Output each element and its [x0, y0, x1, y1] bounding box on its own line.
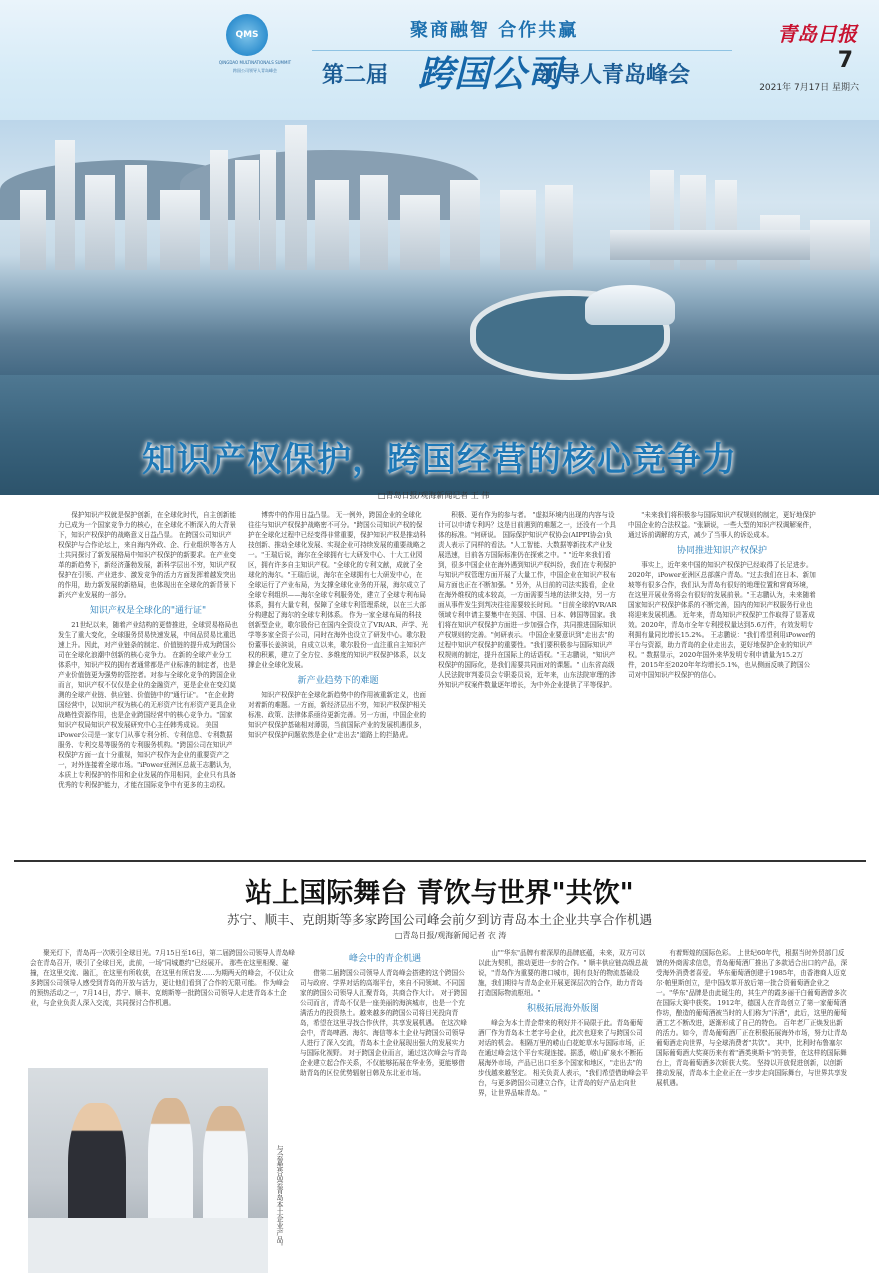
convention-hall [610, 230, 810, 260]
article1-paragraph: 21世纪以来，随着产业结构的更替推进，全球贸易格局也发生了重大变化，全球服务贸易快速发展，中间品贸易比重迅速上升。因此，对产业链条的制定、价值链的提升成为跨国公司在全球化浪潮中创新的核心竞争力。 在新的全球产业分工体系中，知识产权的拥有者通常都是产业标准的制定者，也是产业价值链更为强势的管控者。对参与全球化竞争的跨国企业而言，知识产权不仅仅是企业的金融资产，更是企业在变幻莫测的全球产业链、供应链、价值链中的"通行证"。 "在企业跨国经营中，以知识产权为核心的无形资产比有形资产更具企业战略性资源作用，也是企业跨国经营中的核心竞争力。"国家知识产权局知识产权发展研究中心主任韩秀成说。 美国iPower公司是一家专门从事专利分析、专利信息、专利数据服务、专利交易等服务的专利服务机构。"跨国公司在知识产权保护方面一直十分重视，知识产权作为企业的重要资产之一，对外连接着全球市场。"iPower亚洲区总裁王志鹏认为，本质上专利保护的作用和企业发展的作用相同，企业只有具备优秀的专利保护能力，才能在国际竞争中有更多的主动权。 [58, 621, 238, 789]
staff-figure [148, 1098, 193, 1238]
article1-paragraph: 博弈中的作用日益凸显。 无一例外，跨国企业的全球化往往与知识产权保护战略密不可分。"跨国公司知识产权的保护在全球化过程中已经变得非常重要，保护知识产权是推动科技创新、推动全球化发展、实现企业可持续发展的重要战略之一。"王瑞后说，海尔在全球拥有七大研发中心、十大工业园区，拥有许多自主知识产权。"全球化的专利文献，成就了全球化的海尔。"王瑞后说，海尔在全球拥有七大研发中心，在全球运行了产业布局，为支撑全球化业务的开展，海尔成立了全球专利组织——海尔全球专利服务处，建立了全球专利布局体系，拥有大量专利，保障了全球专利管理系统，以在三大部分构建起了海尔的全球专利体系。 作为一家全球布局的科技创新型企业，歌尔股份已在国内全资设立了VR/AR、声学、光学等多家全资子公司，同时在海外也设立了研发中心。歌尔股份董事长姜滨说，自成立以来，歌尔股份一直注重自主知识产权的积累，建立了全方位、多维度的知识产权保护体系，以支撑企业全球化发展。 [248, 511, 428, 669]
article1-column-4 [628, 510, 816, 850]
building [125, 165, 147, 270]
article1-subheading-2: 新产业趋势下的难题 [297, 676, 379, 686]
building [360, 175, 388, 270]
summit-english-name: QINGDAO MULTINATIONALS SUMMIT [218, 60, 292, 65]
article2-subheadline: 苏宁、顺丰、克朗斯等多家跨国公司峰会前夕到访青岛本土企业共享合作机遇 [226, 912, 652, 927]
building [500, 190, 536, 270]
article1-paragraph: 积极、更有作为的参与者。 "虚拟环境内出现的内容与设计可以申请专利吗？这是目前遇到的难题之一，还没有一个具体的标准。"何研说。 国际保护知识产权协会(AIPPI协会)负责人表示了同样的看法。"人工智能、大数据等新技术产业发展迅速，目前各方国际标准仍在探索之中。" "近年来我们看到，很多中国企业在海外遇到知识产权纠纷，我们在专利保护与知识产权管理方面开展了大量工作，中国企业在知识产权布局方面也正在不断加强。" 另外，从目前的司法实践看，企业在海外维权的成本较高，一方面需要当地的法律支持，另一方面从事件发生到判决往往需要较长时间。 "目前全球的VR/AR领域专利申请主要集中在美国、中国、日本、韩国等国家。我们将在知识产权保护方面进一步加强合作，共同推进国际知识产权规则的完善。"何研表示。 中国企业要意识到"走出去"的过程中知识产权保护的重要性。"我们要积极参与国际知识产权规则的制定，提升在国际上的话语权。"王志鹏说，"知识产权保护的国际化，是我们需要共同面对的课题。" 山东省高级人民法院审判委员会专职委员说，近年来，山东法院审理的涉外知识产权案件数量逐年增长，为中外企业提供了平等保护。 [438, 511, 617, 689]
building [400, 195, 440, 270]
article1-paragraph: "未来我们将积极参与国际知识产权规则的制定，更好地保护中国企业的合法权益。"张颖说，一些大型的知识产权调解案件，通过诉前调解的方式，减少了当事人的诉讼成本。 [628, 511, 816, 539]
building [210, 150, 228, 270]
building [810, 220, 870, 270]
event-photo [28, 1068, 268, 1273]
article1-subheading-3: 协同推进知识产权保护 [676, 546, 767, 556]
summit-slogan: 聚商融智 合作共赢 [410, 20, 579, 41]
summit-chinese-name: 跨国公司领导人青岛峰会 [233, 68, 277, 73]
article1-paragraph: 事实上，近年来中国的知识产权保护已经取得了长足进步。 2020年，iPower亚洲区总部落户青岛。"过去我们在日本、新加坡等有很多合作，我们认为青岛有很好的地理位置和营商环境，在这里开展业务将会有很好的发展前景。"王志鹏认为，未来随着国家知识产权保护体系的不断完善，国内的知识产权服务行业也将迎来发展机遇。 近年来，青岛知识产权保护工作取得了显著成效。2020年，青岛市全年专利授权量达到5.6万件，有效发明专利拥有量同比增长15.2%。 王志鹏说："我们希望利用iPower的平台与资源，助力青岛的企业走出去，更好地保护企业的知识产权。" 数据显示，2020年国外来华发明专利申请量为15.2万件，2015年至2020年年均增长5.1%，也从侧面反映了跨国公司对中国知识产权保护的信心。 [628, 561, 816, 679]
building [545, 185, 573, 270]
article2-paragraph: 山""华东"品牌有着深厚的品牌底蕴，未来，双方可以以此为契机，推动更进一步的合作。" 顺丰供应链高级总裁说，"青岛作为重要的港口城市，拥有良好的物流基础设施，我们期待与青岛企业开展更深层次的合作，助力青岛打造国际物流枢纽。" [478, 949, 648, 997]
building [55, 140, 75, 270]
article1-column-3 [438, 510, 618, 850]
article2-subheading-1: 峰会中的青企机遇 [348, 954, 421, 964]
building [450, 180, 480, 270]
page-number: 7 [837, 48, 853, 73]
summit-title-ordinal: 第二届 [322, 63, 389, 88]
article1-column-2 [248, 510, 428, 850]
article2-lead-column [30, 948, 295, 1063]
building [235, 160, 259, 270]
building [20, 190, 46, 270]
article1-column-1 [58, 510, 238, 850]
article2-paragraph: 借第二届跨国公司领导人青岛峰会搭建的这个跨国公司与政府、学界对话的高端平台，来自不同领域、不同国家的跨国公司领导人汇聚青岛，共商合作大计。 对于跨国公司而言，青岛不仅是一座美丽的海滨城市，也是一个充满活力的投资热土。越来越多的跨国公司将目光投向青岛，希望在这里寻找合作伙伴，共享发展机遇。 在这次峰会中，青岛啤酒、海尔、海信等本土企业与跨国公司领导人进行了深入交流，青岛本土企业展现出强大的发展实力与国际化视野。 对于跨国企业而言，通过这次峰会与青岛企业建立起合作关系，不仅能够拓展在华业务，更能够借助青岛的区位优势辐射日韩及东北亚市场。 [300, 969, 467, 1077]
building [260, 150, 276, 270]
article1-headline: 知识产权保护，跨国经营的核心竞争力 [142, 440, 737, 480]
article2-headline: 站上国际舞台 青饮与世界"共饮" [245, 878, 634, 909]
building [85, 175, 115, 270]
article1-byline: □青岛日报/观海新闻记者 王 伟 [378, 491, 490, 500]
building [285, 125, 307, 270]
article1-subheading-1: 知识产权是全球化的"通行证" [89, 606, 207, 616]
summit-title-suffix: 领导人青岛峰会 [536, 63, 691, 88]
article2-subheading-2: 积极拓展海外版图 [526, 1004, 599, 1014]
article1-paragraph: 知识产权保护在全球化新趋势中的作用被重新定义，也面对着新的难题。一方面，新经济层出不穷，知识产权保护相关标准、政策、法律体系亟待更新完善。另一方面，中国企业的知识产权保护基础相对薄弱，当前国际产业的发展机遇很多，知识产权保护问题依然是企业"走出去"道路上的拦路虎。 [248, 691, 427, 739]
issue-date: 2021年 7月17日 星期六 [759, 83, 859, 93]
dome-building [585, 285, 675, 325]
article2-column-4 [656, 948, 848, 1273]
article1-lead: 保护知识产权就是保护创新，在全球化时代，自主创新能力已成为一个国家竞争力的核心，在全球化不断深入的大背景下，知识产权保护的战略意义日益凸显。 在跨国公司知识产权保护与合作论坛上，来自海内外政、企、行业组织等各方人士共同探讨了新发展格局中知识产权保护的新要求。在产业变革的新趋势下，新经济蓬勃发展，新科学层出不穷，知识产权保护在引领、产业进步、激发竞争的活力方面发挥着越发突出的作用，助力新发展的新格局，也体现出在全球化的新背景下新兴产业发展的一部分。 [58, 511, 237, 599]
product-table [28, 1218, 268, 1273]
article2-paragraph: 峰会为本土青企带来的利好并不局限于此。青岛葡萄酒厂作为青岛本土老字号企业，此次也迎来了与跨国公司对话的机会。 相隔万里的崂山白花蛇草水与国际市场，正在通过峰会这个平台实现连接。据悉，崂山矿泉水不断拓展海外市场，产品已出口至多个国家和地区，"走出去"的步伐越来越坚定。 相关负责人表示，"我们希望借助峰会平台，与更多跨国公司建立合作，让青岛的好产品走向世界，让世界品味青岛。" [478, 1019, 648, 1097]
building [160, 190, 200, 270]
masthead [0, 0, 879, 125]
newspaper-logo: 青岛日报 [777, 22, 857, 46]
section-divider [14, 860, 866, 862]
article2-column-2 [300, 948, 470, 1273]
article2-byline: □青岛日报/观海新闻记者 衣 涛 [395, 931, 507, 940]
summit-title-calligraphy: 跨国公司 [418, 53, 563, 95]
article2-paragraph: 有着辉煌的国际色彩。 上世纪60年代，根据当时外贸部门反馈的外商需求信息，青岛葡萄酒厂推出了多款适合出口的产品，深受海外消费者喜爱。 华东葡萄酒创建于1985年，由香港商人迈克尔·帕里斯创立，是中国改革开放后第一批合资葡萄酒企业之一。"华东"品牌是由此诞生的，其生产的霞多丽干白葡萄酒曾多次在国际大赛中获奖。 1912年，德国人在青岛创立了第一家葡萄酒作坊，酿造的葡萄酒被当时的人们称为"洋酒"，此后，这里的葡萄酒工艺不断改进，逐渐形成了自己的特色。 百年老厂正焕发出新的活力。如今，青岛葡萄酒厂正在积极拓展海外市场，努力让青岛葡萄酒走向世界，与全球消费者"共饮"。 其中，比利时布鲁塞尔国际葡萄酒大奖赛历来有着"酒类奥斯卡"的美誉，在这样的国际舞台上，青岛葡萄酒多次斩获大奖。 坚持以开放促进创新，以创新推动发展，青岛本土企业正在一步步走向国际舞台，与世界共享发展机遇。 [656, 949, 848, 1087]
summit-logo: QMS [226, 14, 268, 56]
article2-lead: 聚光灯下，青岛再一次吸引全球目光。7月15日至16日，第二届跨国公司领导人青岛峰会在青岛召开，吸引了全球目光，此前，一场"同城邀约"已经展开。 那些在这里相聚、碰撞，在这里交流、融汇，在这里有所收获，在这里有所启发……为期两天的峰会，不仅让众多跨国公司领导人感受到青岛的开放与活力，更让他们看到了合作的无限可能。 作为峰会的预热活动之一，7月14日，苏宁、顺丰、克朗斯等一批跨国公司领导人走进青岛本土企业，与企业负责人深入交流，共同探讨合作机遇。 [30, 949, 295, 1007]
article2-column-3 [478, 948, 648, 1273]
building [315, 180, 349, 270]
photo-caption: 与会嘉宾品尝青岛本土企业产品。 [276, 1145, 284, 1250]
